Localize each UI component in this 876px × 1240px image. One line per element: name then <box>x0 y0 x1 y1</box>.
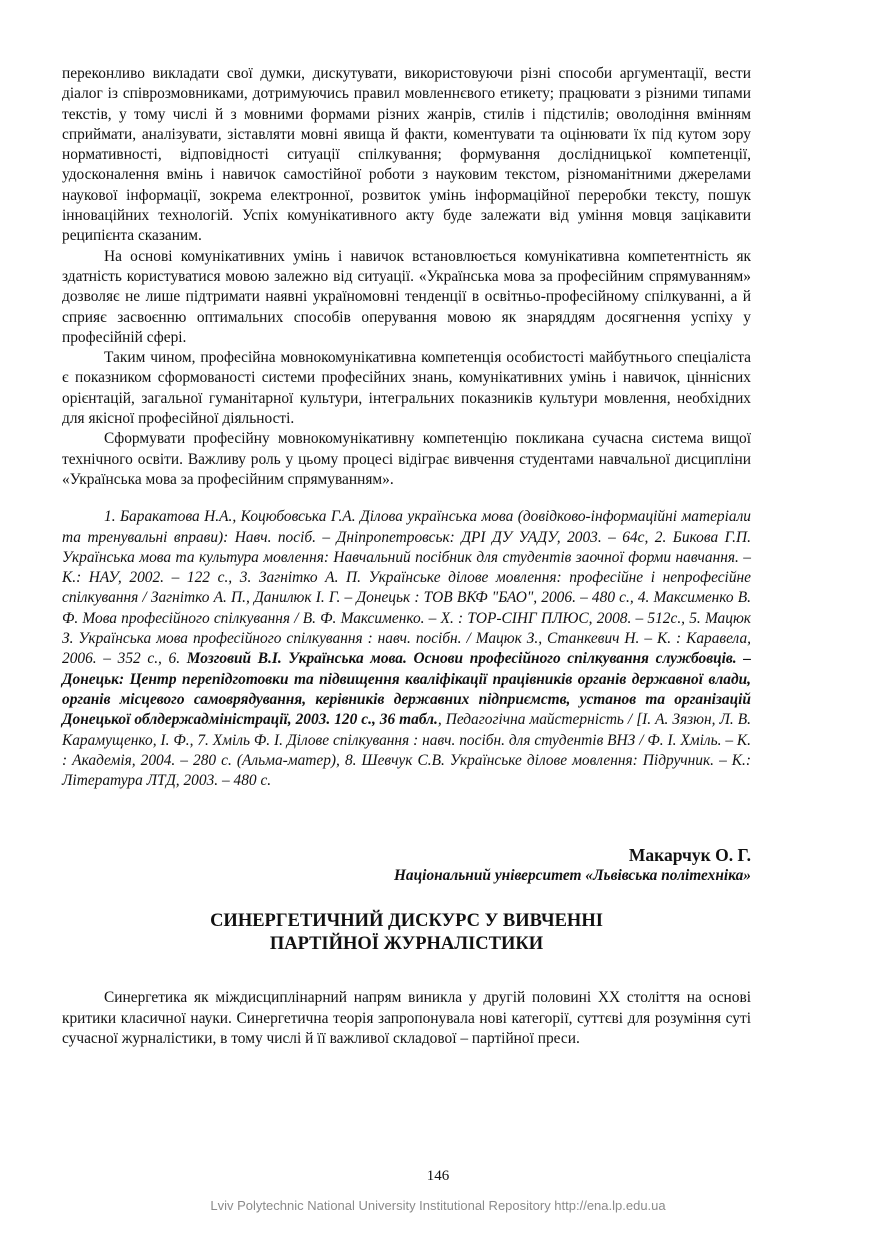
article-title-line-2: ПАРТІЙНОЇ ЖУРНАЛІСТИКИ <box>269 934 544 955</box>
page-number: 146 <box>426 1168 450 1184</box>
article-affiliation: Національний університет «Львівська політехніка» <box>393 867 751 885</box>
article-title-line-1: СИНЕРГЕТИЧНИЙ ДИСКУРС У ВИВЧЕННІ <box>210 911 603 932</box>
body-paragraph: Таким чином, професійна мовнокомунікативна компетенція особистості майбутнього спеціаліста є показником сформованості системи професійних знань, комунікативних умінь і навичок, ціннісних орієнтацій, загальної гуманітарної культури, інтегральних показників культури мовлення, необхідних для якісної професійної діяльності. <box>62 349 751 428</box>
references-part-2: , Педагогічна майстерність / [І. А. Зязюн, Л. В. Карамущенко, І. Ф., 7. Хміль Ф. І. Ділове спілкування : навч. посібн. для студентів ВНЗ / Ф. І. Хміль. – К. : Академія, 2004. – 280 с. (Альма-матер), 8. Шевчук С.В. Українське ділове мовлення: Підручник. – К.: Література ЛТД, 2003. – 480 с. <box>62 711 751 790</box>
references-bold-entry: Мозговий В.І. Українська мова. Основи професійного спілкування службовців. – Донецьк: Центр перепідготовки та підвищення кваліфікації працівників органів державної влади, органів місцевого самоврядування, керівників державних підприємств, установ та організацій Донецької облдержадміністрації, 2003. 120 с., 36 табл. <box>62 650 751 729</box>
body-paragraph: Сформувати професійну мовнокомунікативну компетенцію покликана сучасна система вищої технічного освіти. Важливу роль у цьому процесі відіграє вивчення студентами навчальної дисципліни «Українська мова за професійним спрямуванням». <box>62 430 751 488</box>
page-content <box>62 64 751 1049</box>
article-title <box>62 910 751 956</box>
article-body-paragraph: Синергетика як міждисциплінарний напрям виникла у другій половині XX століття на основі критики класичної науки. Синергетична теорія запропонувала нові категорії, суттєві для розуміння суті сучасної журналістики, в тому числі й її важливої складової – партійної преси. <box>62 989 751 1047</box>
body-paragraph: На основі комунікативних умінь і навичок встановлюється комунікативна компетентність як здатність користуватися мовою залежно від ситуації. «Українська мова за професійним спрямуванням» дозволяє не лише підтримати наявні україномовні тенденції в освітньо-професійному спілкуванні, а й сприяє засвоєнню оптимальних способів оперування мовою як знаряддям досягнення успіху у професійній сфері. <box>62 247 751 346</box>
references-list <box>62 507 751 791</box>
article-author: Макарчук О. Г. <box>628 845 751 866</box>
repository-footer: Lviv Polytechnic National University Institutional Repository http://ena.lp.edu.ua <box>210 1198 666 1213</box>
references-part-1: 1. Баракатова Н.А., Коцюбовська Г.А. Ділова українська мова (довідково-інформаційні матеріали та тренувальні вправи): Навч. посіб. – Дніпропетровськ: ДРІ ДУ УАДУ, 2003. – 64с, 2. Бикова Г.П. Українська мова та культура мовлення: Навчальний посібник для студентів заочної форми навчання. – К.: НАУ, 2002. – 122 с., 3. Загнітко А. П. Українське ділове мовлення: професійне і непрофесійне спілкування / Загнітко А. П., Данилюк І. Г. – Донецьк : ТОВ ВКФ "БАО", 2006. – 480 с., 4. Максименко В. Ф. Мова професійного спілкування / В. Ф. Максименко. – Х. : ТОР-СІНГ ПЛЮС, 2008. – 512с., 5. Мацюк З. Українська мова професійного спілкування : навч. посібн. / Мацюк З., Станкевич Н. – К. : Каравела, 2006. – 352 с., 6. <box>62 508 751 668</box>
body-paragraph: переконливо викладати свої думки, дискутувати, використовуючи різні способи аргументації, вести діалог із співрозмовниками, дотримуючись правил мовленнєвого етикету; працювати з різними типами текстів, у тому числі й з мовними формами різних жанрів, стилів і підстилів; оволодіння вмінням сприймати, аналізувати, зіставляти мовні явища й факти, коментувати та оцінювати їх під кутом зору нормативності, відповідності ситуації спілкування; формування дослідницької компетенції, удосконалення вмінь і навичок самостійної роботи з науковим текстом, різноманітними джерелами наукової інформації, зокрема електронної, розвиток умінь інформаційної переробки тексту, пошук інноваційних технологій. Успіх комунікативного акту буде залежати від уміння мовця зацікавити реципієнта сказаним. <box>62 65 751 245</box>
